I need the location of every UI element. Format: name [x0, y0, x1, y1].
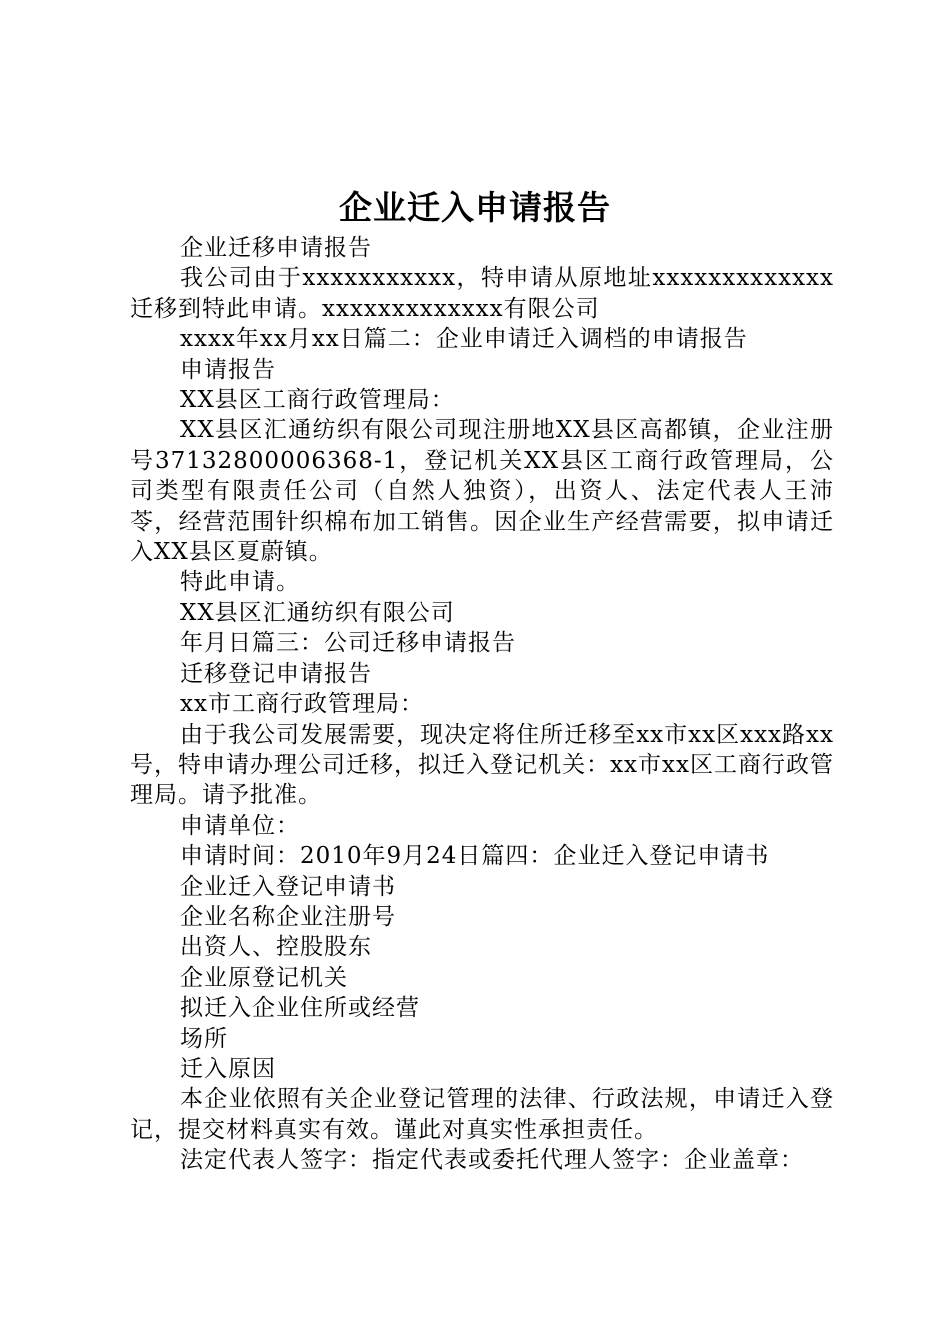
document-body — [130, 233, 834, 1176]
paragraph: 申请报告 — [180, 356, 276, 383]
paragraph: 年月日篇三：公司迁移申请报告 — [180, 630, 516, 657]
paragraph: 场所 — [180, 1025, 228, 1052]
paragraph: XX县区汇通纺织有限公司 — [180, 599, 455, 626]
paragraph: 由于我公司发展需要，现决定将住所迁移至xx市xx区xxx路xx号，特申请办理公司迁移，拟迁入登记机关：xx市xx区工商行政管理局。请予批准。 — [130, 721, 834, 809]
paragraph: XX县区工商行政管理局： — [180, 387, 455, 414]
paragraph: 企业名称企业注册号 — [180, 903, 396, 930]
paragraph: xx市工商行政管理局： — [180, 691, 424, 718]
paragraph: 拟迁入企业住所或经营 — [180, 995, 420, 1022]
paragraph: 我公司由于xxxxxxxxxxx，特申请从原地址xxxxxxxxxxxxx迁移到特此申请。xxxxxxxxxxxxx有限公司 — [130, 265, 834, 322]
paragraph: XX县区汇通纺织有限公司现注册地XX县区高都镇，企业注册号37132800006368-1，登记机关XX县区工商行政管理局，公司类型有限责任公司（自然人独资），出资人、法定代表人王沛苓，经营范围针织棉布加工销售。因企业生产经营需要，拟申请迁入XX县区夏蔚镇。 — [130, 417, 834, 566]
paragraph: 迁移登记申请报告 — [180, 660, 372, 687]
paragraph: 本企业依照有关企业登记管理的法律、行政法规，申请迁入登记，提交材料真实有效。谨此对真实性承担责任。 — [130, 1086, 834, 1143]
paragraph: 企业迁入登记申请书 — [180, 873, 396, 900]
document-title: 企业迁入申请报告 — [339, 188, 611, 227]
paragraph: 企业原登记机关 — [180, 964, 348, 991]
paragraph: 申请单位： — [180, 812, 300, 839]
paragraph: 法定代表人签字：指定代表或委托代理人签字：企业盖章： — [180, 1147, 804, 1174]
paragraph: xxxx年xx月xx日篇二：企业申请迁入调档的申请报告 — [180, 326, 748, 353]
paragraph: 企业迁移申请报告 — [180, 235, 372, 261]
paragraph: 特此申请。 — [180, 569, 300, 596]
paragraph: 迁入原因 — [180, 1055, 276, 1082]
paragraph: 出资人、控股股东 — [180, 934, 372, 961]
paragraph: 申请时间：2010年9月24日篇四：企业迁入登记申请书 — [180, 843, 770, 870]
